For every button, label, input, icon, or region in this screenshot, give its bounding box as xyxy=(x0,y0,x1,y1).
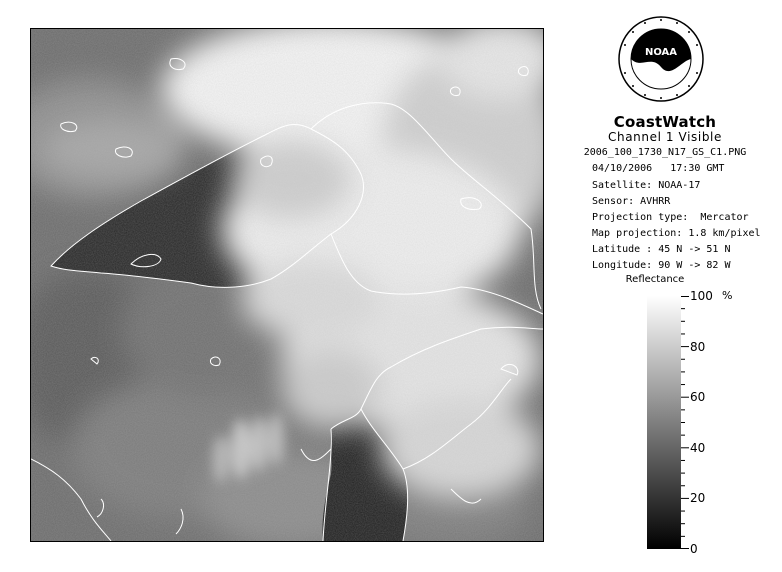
satellite-image xyxy=(31,29,543,541)
reflectance-colorbar xyxy=(647,296,681,549)
colorbar-tick-label: 100 xyxy=(690,289,713,303)
projection-type-text: Projection type: Mercator xyxy=(592,212,749,223)
datetime-text: 04/10/2006 17:30 GMT xyxy=(592,163,725,174)
satellite-text: Satellite: NOAA-17 xyxy=(592,180,701,191)
colorbar-unit: % xyxy=(722,289,733,302)
longitude-text: Longitude: 90 W -> 82 W xyxy=(592,260,731,271)
satellite-map xyxy=(30,28,544,542)
colorbar-tick-label: 0 xyxy=(690,542,698,556)
image-filename: 2006_100_1730_N17_GS_C1.PNG xyxy=(583,147,747,158)
colorbar-tick-label: 80 xyxy=(690,339,706,354)
channel-subtitle: Channel 1 Visible xyxy=(608,130,722,144)
colorbar-tick-label: 40 xyxy=(690,440,706,455)
colorbar-tick-label: 20 xyxy=(690,491,706,506)
colorbar-tick-label: 60 xyxy=(690,390,706,405)
colorbar-ticks xyxy=(681,296,689,549)
logo-text: NOAA xyxy=(644,47,678,58)
map-projection-text: Map projection: 1.8 km/pixel xyxy=(592,228,761,239)
latitude-text: Latitude : 45 N -> 51 N xyxy=(592,244,731,255)
app-title: CoastWatch xyxy=(613,113,717,131)
sensor-text: Sensor: AVHRR xyxy=(592,196,671,207)
noaa-logo xyxy=(617,15,705,103)
noaa-emblem-icon xyxy=(617,15,705,103)
colorbar-label: Reflectance xyxy=(625,274,685,285)
